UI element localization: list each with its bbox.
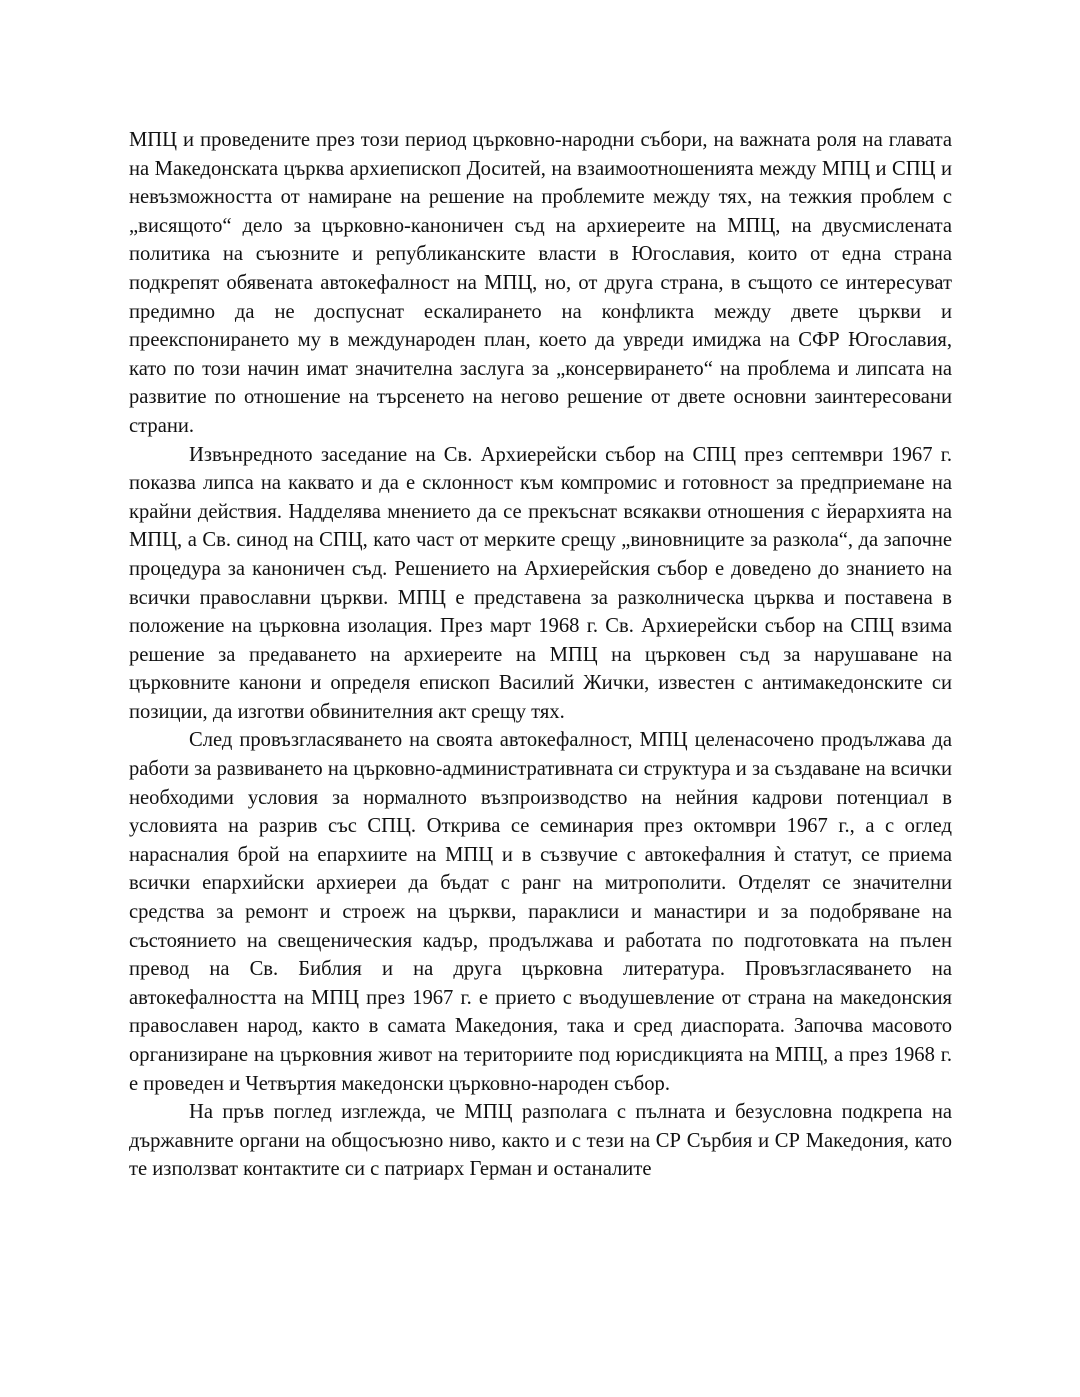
paragraph: Извънредното заседание на Св. Архиерейски събор на СПЦ през септември 1967 г. показва липса на каквато и да е склонност към компромис и готовност за предприемане на крайни действия. Надделява мнението да се прекъснат всякакви отношения с йерархията на МПЦ, а Св. синод на СПЦ, като част от мерките срещу „виновниците за разкола“, да започне процедура за каноничен съд. Решението на Архиерейския събор е доведено до знанието на всички православни църкви. МПЦ е представена за разколническа църква и поставена в положение на църковна изолация. През март 1968 г. Св. Архиерейски събор на СПЦ взима решение за предаването на архиереите на МПЦ на църковен съд за нарушаване на църковните канони и определя епископ Василий Жички, известен с антимакедонските си позиции, да изготви обвинителния акт срещу тях. [129, 443, 952, 723]
paragraph-continuation: МПЦ и проведените през този период църковно-народни събори, на важната роля на главата на Македонската църква архиепископ Доситей, на взаимоотношенията между МПЦ и СПЦ и невъзможността от намиране на решение на проблемите между тях, на тежкия проблем с „висящото“ дело за църковно-каноничен съд на архиереите на МПЦ, на двусмислената политика на съюзните и републиканските власти в Югославия, които от една страна подкрепят обявената автокефалност на МПЦ, но, от друга страна, в същото се интересуват предимно да не доспуснат ескалирането на конфликта между двете църкви и преекспонирането му в международен план, което да увреди имиджа на СФР Югославия, като по този начин имат значителна заслуга за „консервирането“ на проблема и липсата на развитие по отношение на търсенето на негово решение от двете основни заинтересовани страни. [129, 129, 952, 437]
body-text [129, 126, 952, 1184]
paragraph: След провъзгласяването на своята автокефалност, МПЦ целенасочено продължава да работи за развиването на църковно-административната си структура и за създаване на всички необходими условия за нормалното възпроизводство на нейния кадрови потенциал в условията на разрив със СПЦ. Открива се семинария през октомври 1967 г., а с оглед нарасналия брой на епархиите на МПЦ и в съзвучие с автокефалния ѝ статут, се приема всички епархийски архиереи да бъдат с ранг на митрополити. Отделят се значителни средства за ремонт и строеж на църкви, параклиси и манастири и за подобряване на състоянието на свещеническия кадър, продължава и работата по подготовката на пълен превод на Св. Библия и на друга църковна литература. Провъзгласяването на автокефалността на МПЦ през 1967 г. е прието с въодушевление от страна на македонския православен народ, както в самата Македония, така и сред диаспората. Започва масовото организиране на църковния живот на териториите под юрисдикцията на МПЦ, а през 1968 г. е проведен и Четвъртия македонски църковно-народен събор. [129, 729, 952, 1095]
paragraph: На пръв поглед изглежда, че МПЦ разполага с пълната и безусловна подкрепа на държавните органи на общосъюзно ниво, както и с тези на СР Сърбия и СР Македония, като те използват контактите си с патриарх Герман и останалите [129, 1101, 952, 1181]
